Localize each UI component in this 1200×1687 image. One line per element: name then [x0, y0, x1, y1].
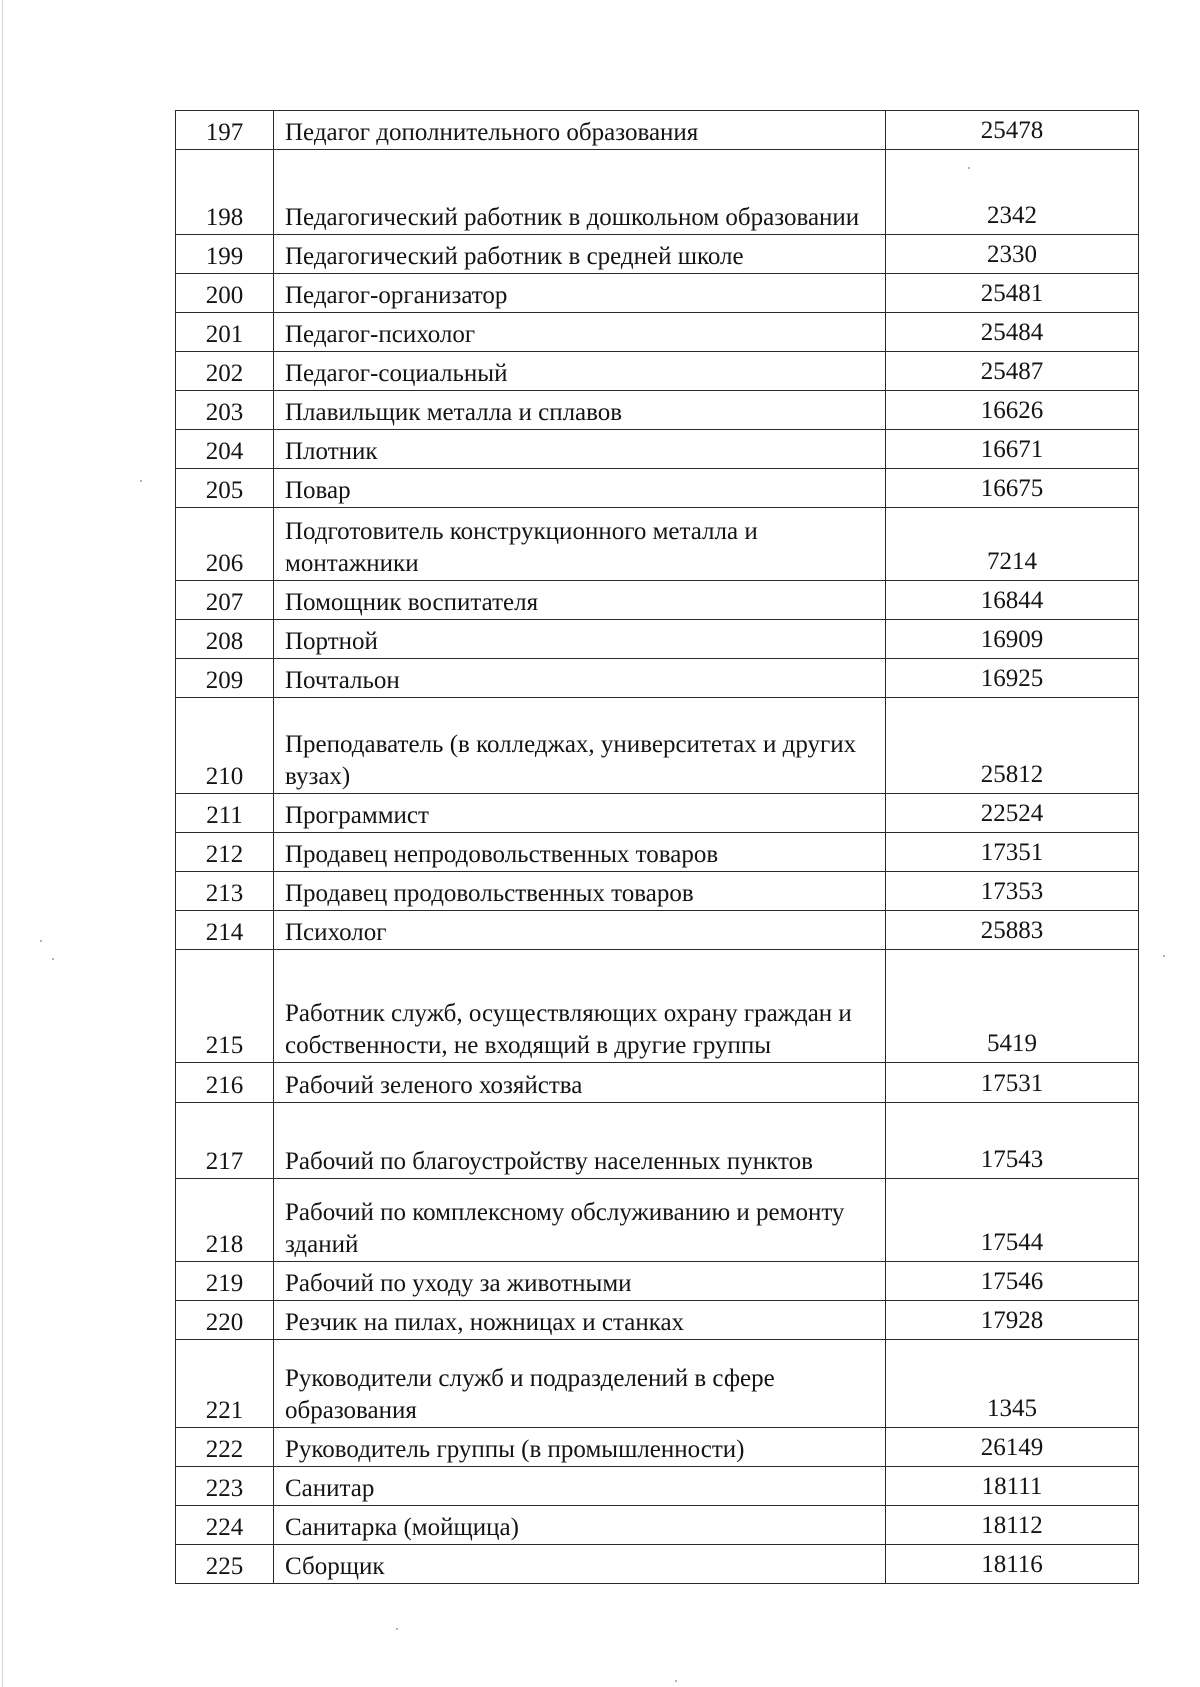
- occupation-code: 25883: [886, 911, 1139, 950]
- table-row: [176, 581, 1139, 620]
- occupation-code: 16675: [886, 469, 1139, 508]
- table-row: [176, 111, 1139, 150]
- occupation-code: 17544: [886, 1179, 1139, 1262]
- row-number: 215: [176, 950, 274, 1063]
- occupation-code: 18116: [886, 1545, 1139, 1584]
- table-row: [176, 508, 1139, 581]
- row-number: 199: [176, 235, 274, 274]
- occupation-name: Педагог дополнительного образования: [274, 111, 886, 150]
- scan-speck: [675, 1680, 677, 1682]
- table-row: [176, 1428, 1139, 1467]
- occupation-code: 5419: [886, 950, 1139, 1063]
- row-number: 202: [176, 352, 274, 391]
- table-row: [176, 1545, 1139, 1584]
- occupation-code: 17351: [886, 833, 1139, 872]
- occupation-name: Продавец непродовольственных товаров: [274, 833, 886, 872]
- table-row: [176, 150, 1139, 235]
- occupation-name: Педагог-социальный: [274, 352, 886, 391]
- table-row: [176, 313, 1139, 352]
- row-number: 211: [176, 794, 274, 833]
- row-number: 220: [176, 1301, 274, 1340]
- occupation-name: Педагог-психолог: [274, 313, 886, 352]
- row-number: 222: [176, 1428, 274, 1467]
- occupation-code: 16925: [886, 659, 1139, 698]
- occupation-name: Резчик на пилах, ножницах и станках: [274, 1301, 886, 1340]
- row-number: 207: [176, 581, 274, 620]
- occupation-name: Рабочий по благоустройству населенных пунктов: [274, 1103, 886, 1179]
- occupation-name: Подготовитель конструкционного металла и монтажники: [274, 508, 886, 581]
- occupation-code: 25481: [886, 274, 1139, 313]
- table-row: [176, 352, 1139, 391]
- table-row: [176, 1301, 1139, 1340]
- occupation-code: 1345: [886, 1340, 1139, 1428]
- row-number: 201: [176, 313, 274, 352]
- occupation-name: Руководители служб и подразделений в сфере образования: [274, 1340, 886, 1428]
- table-row: [176, 274, 1139, 313]
- occupation-name: Психолог: [274, 911, 886, 950]
- occupation-name: Преподаватель (в колледжах, университетах и других вузах): [274, 698, 886, 794]
- table-row: [176, 620, 1139, 659]
- occupation-code: 17543: [886, 1103, 1139, 1179]
- scan-speck: [396, 1628, 398, 1630]
- row-number: 216: [176, 1063, 274, 1103]
- table-row: [176, 1063, 1139, 1103]
- occupation-name: Плотник: [274, 430, 886, 469]
- occupation-name: Повар: [274, 469, 886, 508]
- occupation-name: Продавец продовольственных товаров: [274, 872, 886, 911]
- row-number: 214: [176, 911, 274, 950]
- table-row: [176, 794, 1139, 833]
- table-row: [176, 1506, 1139, 1545]
- row-number: 197: [176, 111, 274, 150]
- occupations-table: [175, 110, 1139, 1584]
- occupation-name: Санитарка (мойщица): [274, 1506, 886, 1545]
- occupation-name: Санитар: [274, 1467, 886, 1506]
- scan-speck: [52, 958, 54, 960]
- occupation-name: Педагогический работник в дошкольном образовании: [274, 150, 886, 235]
- table-row: [176, 1467, 1139, 1506]
- occupation-code: 17928: [886, 1301, 1139, 1340]
- table-row: [176, 911, 1139, 950]
- table-row: [176, 950, 1139, 1063]
- row-number: 198: [176, 150, 274, 235]
- table-row: [176, 1340, 1139, 1428]
- table-row: [176, 659, 1139, 698]
- occupation-name: Педагог-организатор: [274, 274, 886, 313]
- table-row: [176, 430, 1139, 469]
- scan-page-edge: [2, 0, 3, 1687]
- occupation-name: Портной: [274, 620, 886, 659]
- row-number: 219: [176, 1262, 274, 1301]
- occupation-code: 18111: [886, 1467, 1139, 1506]
- occupation-code: 18112: [886, 1506, 1139, 1545]
- occupation-name: Руководитель группы (в промышленности): [274, 1428, 886, 1467]
- occupation-code: 17546: [886, 1262, 1139, 1301]
- occupation-code: 25478: [886, 111, 1139, 150]
- occupation-code: 25812: [886, 698, 1139, 794]
- row-number: 205: [176, 469, 274, 508]
- row-number: 203: [176, 391, 274, 430]
- occupation-name: Работник служб, осуществляющих охрану граждан и собственности, не входящий в другие группы: [274, 950, 886, 1063]
- occupation-code: 17531: [886, 1063, 1139, 1103]
- occupation-name: Программист: [274, 794, 886, 833]
- table-row: [176, 469, 1139, 508]
- occupation-name: Почтальон: [274, 659, 886, 698]
- occupation-code: 16671: [886, 430, 1139, 469]
- row-number: 225: [176, 1545, 274, 1584]
- row-number: 212: [176, 833, 274, 872]
- occupation-code: 7214: [886, 508, 1139, 581]
- occupation-code: 2330: [886, 235, 1139, 274]
- occupation-name: Педагогический работник в средней школе: [274, 235, 886, 274]
- scan-speck: [140, 480, 142, 482]
- occupation-name: Рабочий по уходу за животными: [274, 1262, 886, 1301]
- row-number: 218: [176, 1179, 274, 1262]
- row-number: 221: [176, 1340, 274, 1428]
- row-number: 204: [176, 430, 274, 469]
- row-number: 217: [176, 1103, 274, 1179]
- table-row: [176, 1179, 1139, 1262]
- occupation-name: Плавильщик металла и сплавов: [274, 391, 886, 430]
- occupation-code: 26149: [886, 1428, 1139, 1467]
- row-number: 200: [176, 274, 274, 313]
- scan-speck: [1163, 955, 1165, 957]
- table-row: [176, 833, 1139, 872]
- occupation-name: Рабочий по комплексному обслуживанию и ремонту зданий: [274, 1179, 886, 1262]
- row-number: 224: [176, 1506, 274, 1545]
- row-number: 209: [176, 659, 274, 698]
- occupation-name: Сборщик: [274, 1545, 886, 1584]
- occupation-code: 22524: [886, 794, 1139, 833]
- occupation-code: 17353: [886, 872, 1139, 911]
- scan-speck: [40, 940, 42, 942]
- occupation-code: 25484: [886, 313, 1139, 352]
- occupation-name: Помощник воспитателя: [274, 581, 886, 620]
- row-number: 206: [176, 508, 274, 581]
- table-row: [176, 698, 1139, 794]
- row-number: 223: [176, 1467, 274, 1506]
- occupation-code: 25487: [886, 352, 1139, 391]
- occupation-name: Рабочий зеленого хозяйства: [274, 1063, 886, 1103]
- occupation-code: 16844: [886, 581, 1139, 620]
- table-row: [176, 1262, 1139, 1301]
- row-number: 213: [176, 872, 274, 911]
- table-row: [176, 391, 1139, 430]
- occupation-code: 16909: [886, 620, 1139, 659]
- row-number: 208: [176, 620, 274, 659]
- table-row: [176, 235, 1139, 274]
- table-row: [176, 872, 1139, 911]
- occupation-code: 16626: [886, 391, 1139, 430]
- occupation-code: 2342: [886, 150, 1139, 235]
- table-row: [176, 1103, 1139, 1179]
- row-number: 210: [176, 698, 274, 794]
